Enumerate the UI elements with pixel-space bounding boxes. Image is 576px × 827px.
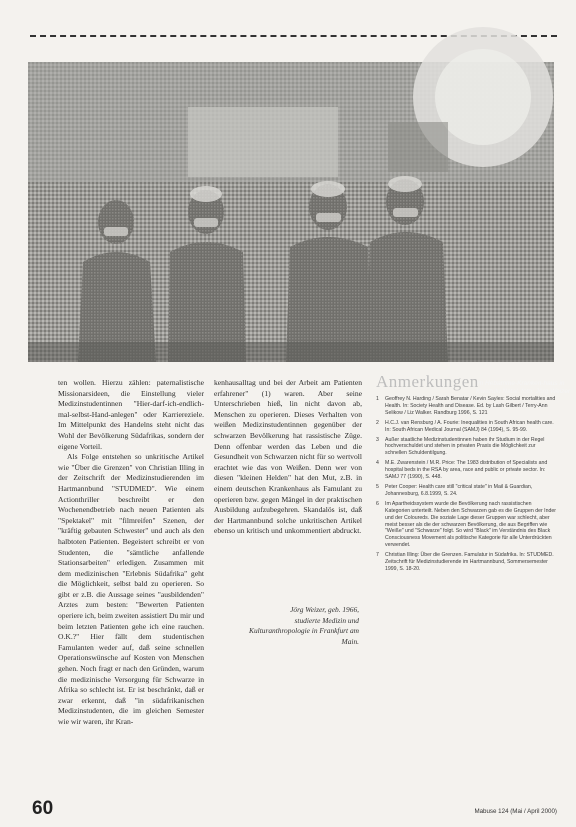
endnote	[376, 484, 556, 498]
endnote-number: 7	[376, 552, 379, 559]
article-column-1	[58, 378, 204, 728]
paragraph: kenhausalltag und bei der Arbeit am Patienten erfahrener" (1) waren. Aber seine Unterschrieben hieß, lin nicht davon ab, Menschen zu operieren. Dieses Verhalten von weißen Medizinstudentinnen gegenüber der schwarzen Bevölkerung hat rassistische Züge. Denn offenbar werden das Leben und die Gesundheit von Schwarzen nicht für so wertvoll erachtet wie das von Weißen. Denn wer von diesen "kleinen Helden" hat den Mut, z.B. in einem deutschen Krankenhaus als Famulant zu operieren bzw. gegen Mängel in der praktischen Ausbildung aufzubegehren. Skandalös ist, daß der Hartmannbund solche unkritischen Artikel ebenso un kritisch und unkommentiert abdruckt.	[214, 378, 362, 536]
author-line: Kulturanthropologie in Frankfurt am Main.	[249, 626, 359, 646]
endnote-number: 5	[376, 483, 379, 490]
paragraph: Als Folge entstehen so unkritische Artikel wie "Über die Grenzen" von Christian Illing in der Zeitschrift der Medizinstudierenden im Hartmannbund "STUDMED". Wie einem Actionthriller beschreibt er den Wochenendbetrieb nach neuen Patienten als "Spektakel" mit "filmreifen" Szenen, der "kräftig gebauten Schwester" und auch als den halbtoten Patienten. Begeistert schreibt er von Studenten, die "sämtliche anfallende Stationsarbeiten" erledigen. Zusammen mit dem medizinischen "Erlebnis Südafrika" geht die Möglichkeit, selbst bald zu operieren. So gibt er z.B. die Aussage seines "ausbildenden" Arztes zum besten: "Bewerten Patienten operiere ich, beim zweiten assistiert Du mir und beim letzten Patienten gehe ich eine rauchen. O.K.?" Hier fällt dem studentischen Famulanten weder auf, daß seine schnellen Operationswünsche auf Kosten von Menschen gehen. Noch fragt er nach den Gründen, warum die medizinische Versorgung für Schwarze in Afrika so schlecht ist. Er ist beschränkt, daß er zwar erkennt, daß "in südafrikanischen Medizinstudenten, die im gleichen Semester wie wir waren, ihr Kran-	[58, 452, 204, 726]
endnote-number: 3	[376, 436, 379, 443]
article-column-2	[214, 378, 362, 537]
endnote-number: 6	[376, 500, 379, 507]
photo-caption: Im Hebamme-Kranken-haus in Kwazulu Natal. foto: Jörg Weizer	[476, 380, 571, 395]
endnote-text: Geoffrey N. Harding / Sarah Benatar / Kevin Sayles: Social mortalities and Health. In: Society Health and Disease. Ed. by Lash Gilbert / Terry-Ann Selikow / Liz Walker. Randburg 1996, S. 121	[385, 396, 556, 416]
surgical-team-photo	[28, 62, 554, 362]
endnote-text: Im Apartheidssystem wurde die Bevölkerung nach rassistischen Kategorien unterteilt. Neben den Schwarzen gab es die Gruppen der Inder und der Coloureds. Die soziale Lage dieser Gruppen war schlecht, aber meist besser als die der schwarzen Bevölkerung, die aus Begriffen wie "Weiße" und "Schwarze" folgt. So wird "Black" im Verständnis des Black Consciousness Movement als politische Kategorie für alle Unterdrückten verwendet.	[385, 500, 557, 549]
endnote-text: M.E. Zwarenstein / M.R. Price: The 1983 distribution of Specialists and hospital beds in the RSA by area, race and public or private sector. In: SAMJ 77 (1990), S. 448.	[385, 460, 548, 481]
author-line: studierte Medizin und	[294, 615, 359, 625]
endnote-text: Außer staatliche Medizinstudentinnen haben ihr Studium in der Regel hochverschuldet und stehen in privaten Praxis die Möglichkeit zur schnellen Schuldentilgung.	[385, 436, 545, 457]
issue-reference: Mabuse 124 (Mai / April 2000)	[474, 808, 557, 815]
page-number: 60	[32, 798, 54, 819]
endnote	[376, 501, 556, 549]
endnote-number: 1	[376, 396, 379, 402]
endnote	[376, 552, 556, 573]
author-line: Jörg Weizer, geb. 1966,	[290, 605, 359, 614]
endnote-text: Peter Cooper: Health care still "critical state" in Mail & Guardian, Johannesburg, 6.8.1999, S. 24.	[385, 483, 533, 497]
endnote	[376, 396, 556, 417]
endnote-number: 2	[376, 419, 379, 426]
endnote	[376, 437, 556, 458]
endnote	[376, 420, 556, 434]
author-bio	[247, 605, 359, 647]
endnote-number: 4	[376, 460, 379, 467]
endnotes	[376, 372, 556, 576]
endnote	[376, 460, 556, 481]
endnote-text: H.C.J. van Rensburg / A. Fourie: Inequalities in South African health care. In: South African Medical Journal (SAMJ) 84 (1994), S. 95-99.	[385, 419, 554, 433]
paragraph: ten wollen. Hierzu zählen: paternalistische Missionarsideen, die Einstellung vieler Medizinstudentinnen "Hier-darf-ich-endlich-mal-selbst-Hand-anlegen" oder Karriereziele. Im Mittelpunkt des Handelns steht nicht das Wohl der Bevölkerung Südafrikas, sondern der eigene Vorteil.	[58, 378, 204, 451]
endnote-text: Christian Illing: Über die Grenzen. Famulatur in Südafrika. In: STUDMED. Zeitschrift für Medizinstudierende im Hartmannbund, Sommersemester 1999, S. 18-20.	[385, 552, 554, 572]
endnotes-title: Anmerkungen	[376, 372, 479, 391]
